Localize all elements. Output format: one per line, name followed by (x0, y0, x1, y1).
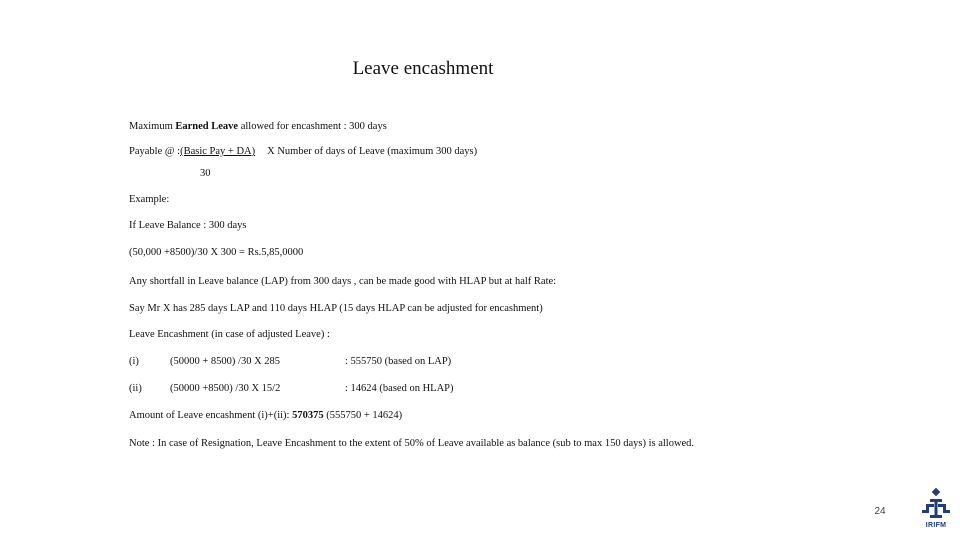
example-label: Example: (129, 194, 170, 205)
leave-balance-line: If Leave Balance : 300 days (129, 220, 247, 231)
payable-line (129, 145, 477, 159)
payable-prefix: Payable @ : (129, 146, 181, 157)
row-number: (ii) (129, 383, 142, 394)
encashment-heading: Leave Encashment (in case of adjusted Leave) : (129, 329, 330, 340)
payable-suffix: X Number of days of Leave (maximum 300 days) (267, 146, 478, 157)
irifm-logo-icon (920, 488, 952, 522)
amount-line (129, 409, 402, 423)
slide-title: Leave encashment (352, 58, 494, 79)
amount-prefix: Amount of Leave encashment (i)+(ii): (129, 410, 293, 421)
page-number: 24 (874, 506, 886, 517)
say-mr-x-line: Say Mr X has 285 days LAP and 110 days HLAP (15 days HLAP can be adjusted for encashment) (129, 303, 543, 314)
logo-text: IRIFM (925, 522, 947, 529)
shortfall-line: Any shortfall in Leave balance (LAP) from 300 days , can be made good with HLAP but at half Rate: (129, 276, 557, 287)
calculation-line: (50,000 +8500)/30 X 300 = Rs.5,85,0000 (129, 247, 304, 258)
row-formula: (50000 +8500) /30 X 15/2 (170, 383, 281, 394)
amount-suffix: (555750 + 14624) (323, 410, 403, 421)
row-result: : 14624 (based on HLAP) (345, 383, 454, 394)
row-result: : 555750 (based on LAP) (345, 356, 452, 367)
note-line: Note : In case of Resignation, Leave Encashment to the extent of 50% of Leave available as balance (sub to max 150 days) is allowed. (129, 438, 695, 449)
payable-formula: (Basic Pay + DA) (180, 146, 256, 157)
max-earned-leave-line (129, 120, 387, 134)
row-number: (i) (129, 356, 139, 367)
row-formula: (50000 + 8500) /30 X 285 (170, 356, 281, 367)
divisor: 30 (200, 168, 211, 179)
earned-leave-bold: Earned Leave (175, 121, 239, 132)
max-el-suffix: allowed for encashment : 300 days (238, 121, 387, 132)
max-el-prefix: Maximum (129, 121, 176, 132)
amount-total: 570375 (292, 410, 324, 421)
irifm-logo (920, 488, 952, 532)
